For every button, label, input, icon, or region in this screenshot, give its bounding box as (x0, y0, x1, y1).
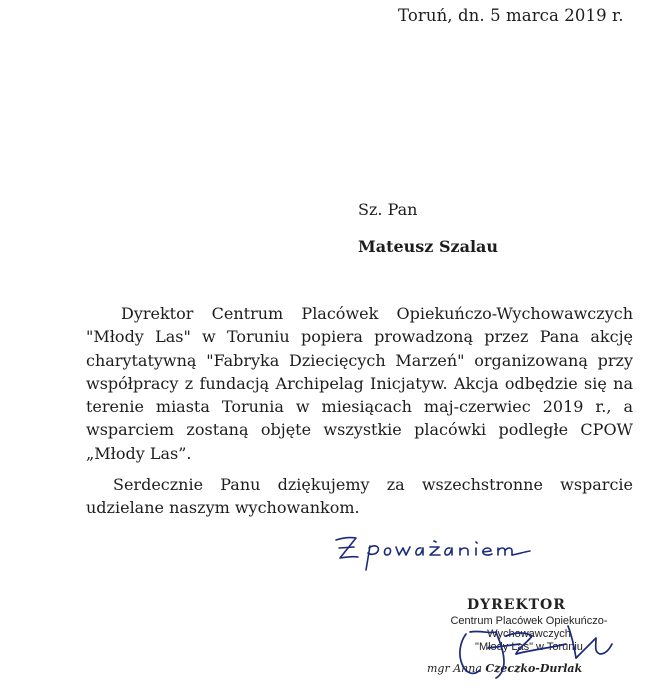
recipient-salutation: Sz. Pan (358, 200, 418, 219)
body-paragraph-1-text: Dyrektor Centrum Placówek Opiekuńczo-Wychowawczych "Młody Las" w Toruniu popiera prowadzoną przez Pana akcję charytatywną "Fabryka Dziecięcych Marzeń" organizowaną przy współpracy z fundacją Archipelag Inicjatyw. Akcja odbędzie się na terenie miasta Torunia w miesiącach maj-czerwiec 2019 r., a wsparciem zostaną objęte wszystkie placówki podległe CPOW „Młody Las”. (86, 304, 633, 463)
stamp-org-line-1: Centrum Placówek Opiekuńczo-Wychowawczych (450, 615, 608, 640)
stamp-name (427, 662, 582, 675)
stamp-name-surname: Czeczko-Durlak (485, 662, 583, 675)
stamp-org-line-2: "Młody Las" w Toruniu (475, 641, 583, 653)
body-paragraph-2 (86, 473, 633, 520)
date-line: Toruń, dn. 5 marca 2019 r. (398, 6, 624, 25)
stamp-name-prefix: mgr Anna (427, 662, 482, 675)
body-paragraph-2-text: Serdecznie Panu dziękujemy za wszechstronne wsparcie udzielane naszym wychowankom. (86, 475, 633, 518)
recipient-name: Mateusz Szalau (358, 237, 499, 256)
stamp-title: DYREKTOR (467, 597, 566, 613)
body-paragraph-1 (86, 302, 633, 465)
stamp-organization (414, 615, 644, 654)
signature-stamp (400, 592, 646, 700)
handwritten-closing (330, 526, 580, 576)
